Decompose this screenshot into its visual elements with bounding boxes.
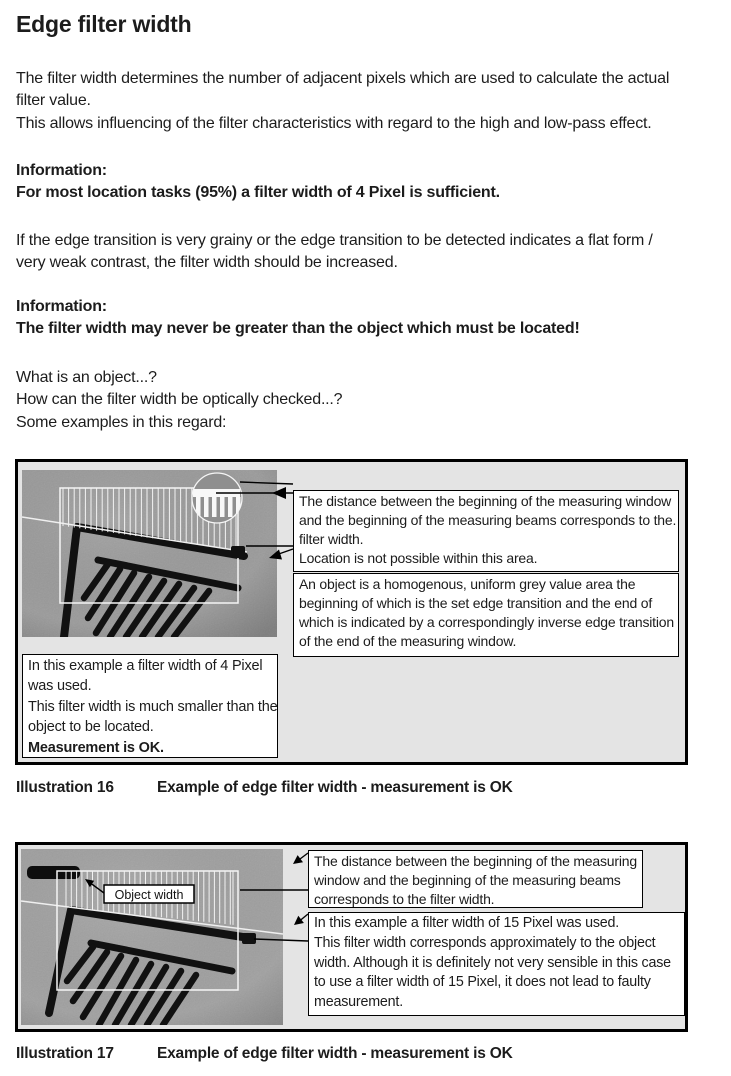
information-label: Information: — [16, 298, 107, 315]
pointer-line — [297, 914, 308, 923]
callout-filter-width-distance — [308, 850, 643, 908]
camera-image-filter-width-4 — [22, 470, 277, 637]
callout-15-pixel-example — [308, 912, 685, 1016]
paragraph-edge-transition — [16, 230, 653, 275]
caption-label: Illustration 17 — [16, 1045, 114, 1062]
callout-line: This filter width corresponds approximately to the object — [314, 934, 656, 951]
callout-line: filter width. — [299, 531, 364, 547]
callout-line: width. Although it is definitely not very sensible in this case — [314, 954, 671, 971]
callout-line: In this example a filter width of 15 Pixel was used. — [314, 915, 620, 931]
note-line-bold: Measurement is OK. — [28, 739, 164, 756]
callout-line: window and the beginning of the measuring beams — [314, 872, 621, 888]
information-label: Information: — [16, 162, 107, 179]
information-block-2 — [16, 296, 580, 341]
magnifier-detail — [192, 473, 242, 523]
object-width-label-text: Object width — [114, 888, 184, 902]
figure-illustration-17 — [15, 842, 688, 1032]
caption-text: Example of edge filter width - measurement is OK — [157, 779, 513, 796]
note-line: This filter width is much smaller than the — [28, 698, 278, 715]
callout-filter-width-distance — [293, 490, 679, 572]
body-line: If the edge transition is very grainy or the edge transition to be detected indicates a flat form / — [16, 232, 653, 249]
callout-line: and the beginning of the measuring beams corresponds to the. — [299, 512, 677, 528]
callout-object-definition — [293, 573, 679, 657]
callout-line: to use a filter width of 15 Pixel, it does not lead to faulty — [314, 974, 651, 991]
page-title: Edge filter width — [16, 11, 192, 37]
body-line: This allows influencing of the filter characteristics with regard to the high and low-pass effect. — [16, 114, 652, 132]
caption-label: Illustration 16 — [16, 779, 114, 796]
camera-image-filter-width-15 — [21, 849, 283, 1025]
edge-end-marker — [231, 546, 245, 558]
figure-caption-17 — [16, 1045, 513, 1063]
note-line: In this example a filter width of 4 Pixel — [28, 658, 263, 674]
object-width-bar — [27, 866, 80, 879]
question-line: How can the filter width be optically checked...? — [16, 391, 343, 409]
callout-line: The distance between the beginning of the measuring window — [299, 493, 672, 509]
callout-line: The distance between the beginning of the measuring — [314, 853, 637, 869]
arrowhead-icon — [293, 855, 303, 864]
question-line: What is an object...? — [16, 369, 157, 386]
information-text: For most location tasks (95%) a filter width of 4 Pixel is sufficient. — [16, 184, 500, 202]
figure-illustration-16 — [15, 459, 688, 765]
note-line: was used. — [28, 678, 92, 695]
information-block-1 — [16, 160, 500, 205]
figure-caption-16 — [16, 779, 513, 797]
pointer-line — [296, 853, 308, 862]
note-line: object to be located. — [28, 719, 154, 736]
callout-line: An object is a homogenous, uniform grey value area the — [299, 576, 636, 592]
body-line: filter value. — [16, 92, 91, 110]
callout-line: measurement. — [314, 994, 403, 1011]
callout-line: corresponds to the filter width. — [314, 891, 495, 907]
information-text: The filter width may never be greater than the object which must be located! — [16, 320, 580, 338]
question-line: Some examples in this regard: — [16, 413, 227, 431]
callout-line: Location is not possible within this area. — [299, 550, 538, 566]
callout-line: of the end of the measuring window. — [299, 633, 517, 649]
question-list — [16, 367, 342, 434]
body-line: very weak contrast, the filter width should be increased. — [16, 254, 398, 272]
note-measurement-ok — [22, 654, 278, 758]
body-line: The filter width determines the number of adjacent pixels which are used to calculate the actual — [16, 70, 670, 87]
callout-line: beginning of which is the set edge transition and the end of — [299, 595, 653, 611]
paragraph-filter-width — [16, 68, 669, 135]
arrowhead-icon — [294, 916, 304, 925]
caption-text: Example of edge filter width - measurement is OK — [157, 1045, 513, 1062]
callout-line: which is indicated by a correspondingly inverse edge transition — [299, 614, 674, 630]
edge-end-marker — [242, 933, 256, 944]
